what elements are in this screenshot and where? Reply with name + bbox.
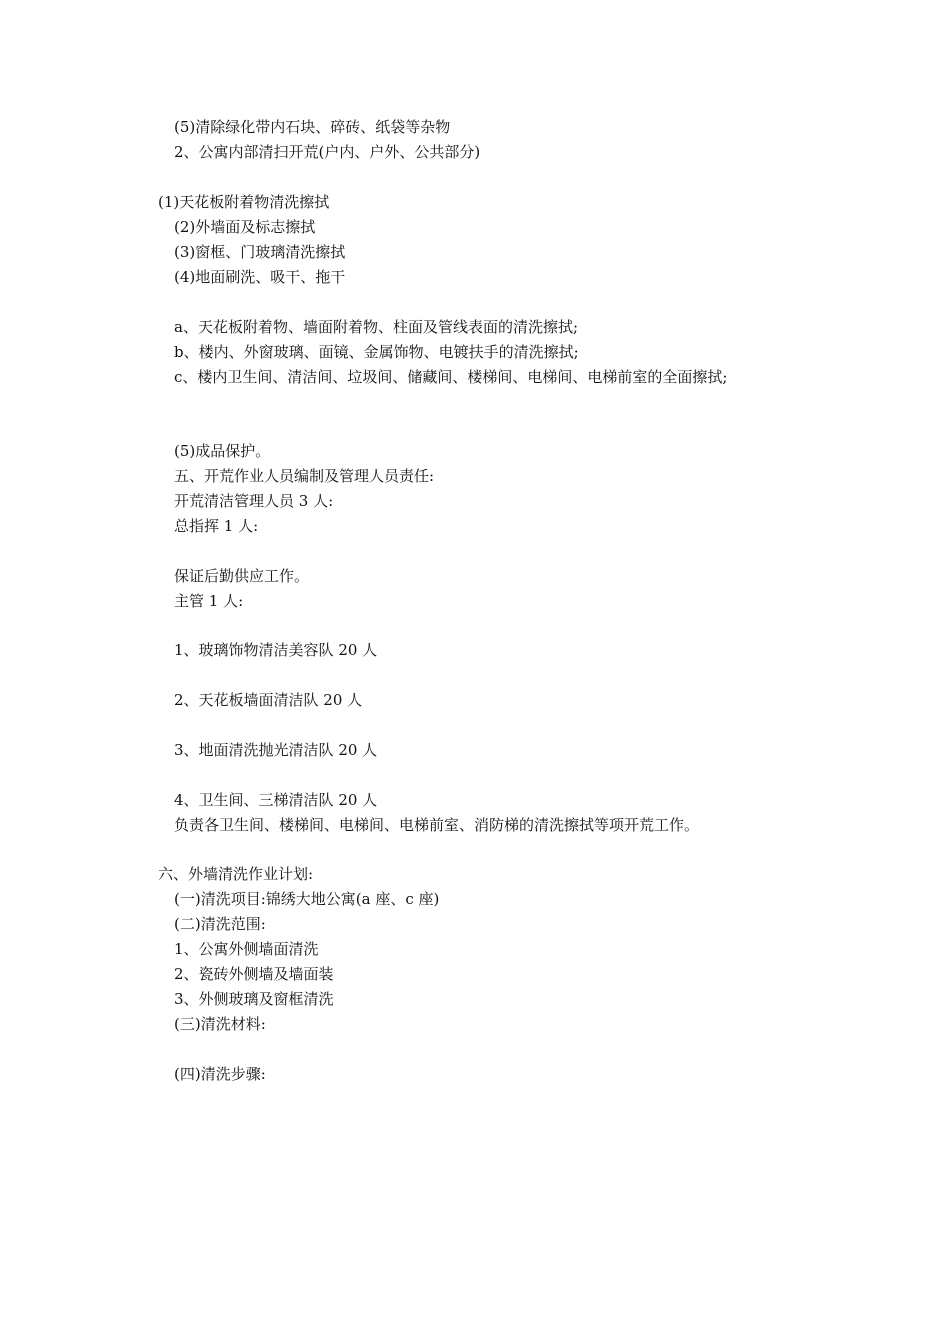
section-heading: 六、外墙清洗作业计划: <box>158 865 314 883</box>
text-line: 4、卫生间、三梯清洁队 20 人 <box>174 791 378 809</box>
text-line: 3、外侧玻璃及窗框清洗 <box>174 990 334 1008</box>
text-line: 总指挥 1 人: <box>174 517 259 535</box>
text-line: 2、公寓内部清扫开荒(户内、户外、公共部分) <box>174 143 481 161</box>
text-line: c、楼内卫生间、清洁间、垃圾间、储藏间、楼梯间、电梯间、电梯前室的全面擦拭; <box>174 368 728 386</box>
text-line: 负责各卫生间、楼梯间、电梯间、电梯前室、消防梯的清洗擦拭等项开荒工作。 <box>174 816 700 834</box>
text-line: 3、地面清洗抛光清洁队 20 人 <box>174 741 378 759</box>
text-line: (四)清洗步骤: <box>174 1065 266 1083</box>
text-line: 1、公寓外侧墙面清洗 <box>174 940 319 958</box>
text-line: 保证后勤供应工作。 <box>174 567 310 585</box>
text-line: 2、天花板墙面清洁队 20 人 <box>174 691 363 709</box>
text-line: (一)清洗项目:锦绣大地公寓(a 座、c 座) <box>174 890 440 908</box>
text-line: (3)窗框、门玻璃清洗擦拭 <box>174 243 346 261</box>
text-line: (2)外墙面及标志擦拭 <box>174 218 316 236</box>
text-line: (4)地面刷洗、吸干、拖干 <box>174 268 346 286</box>
text-line: 开荒清洁管理人员 3 人: <box>174 492 334 510</box>
text-line: (三)清洗材料: <box>174 1015 266 1033</box>
section-heading: 五、开荒作业人员编制及管理人员责任: <box>174 467 435 485</box>
text-line: (5)清除绿化带内石块、碎砖、纸袋等杂物 <box>174 118 451 136</box>
text-line: b、楼内、外窗玻璃、面镜、金属饰物、电镀扶手的清洗擦拭; <box>174 343 579 361</box>
text-line: 2、瓷砖外侧墙及墙面装 <box>174 965 334 983</box>
text-line: a、天花板附着物、墙面附着物、柱面及管线表面的清洗擦拭; <box>174 318 578 336</box>
text-line: (1)天花板附着物清洗擦拭 <box>158 193 330 211</box>
text-line: 1、玻璃饰物清洁美容队 20 人 <box>174 641 378 659</box>
text-line: (5)成品保护。 <box>174 442 271 460</box>
text-line: (二)清洗范围: <box>174 915 266 933</box>
text-line: 主管 1 人: <box>174 592 244 610</box>
